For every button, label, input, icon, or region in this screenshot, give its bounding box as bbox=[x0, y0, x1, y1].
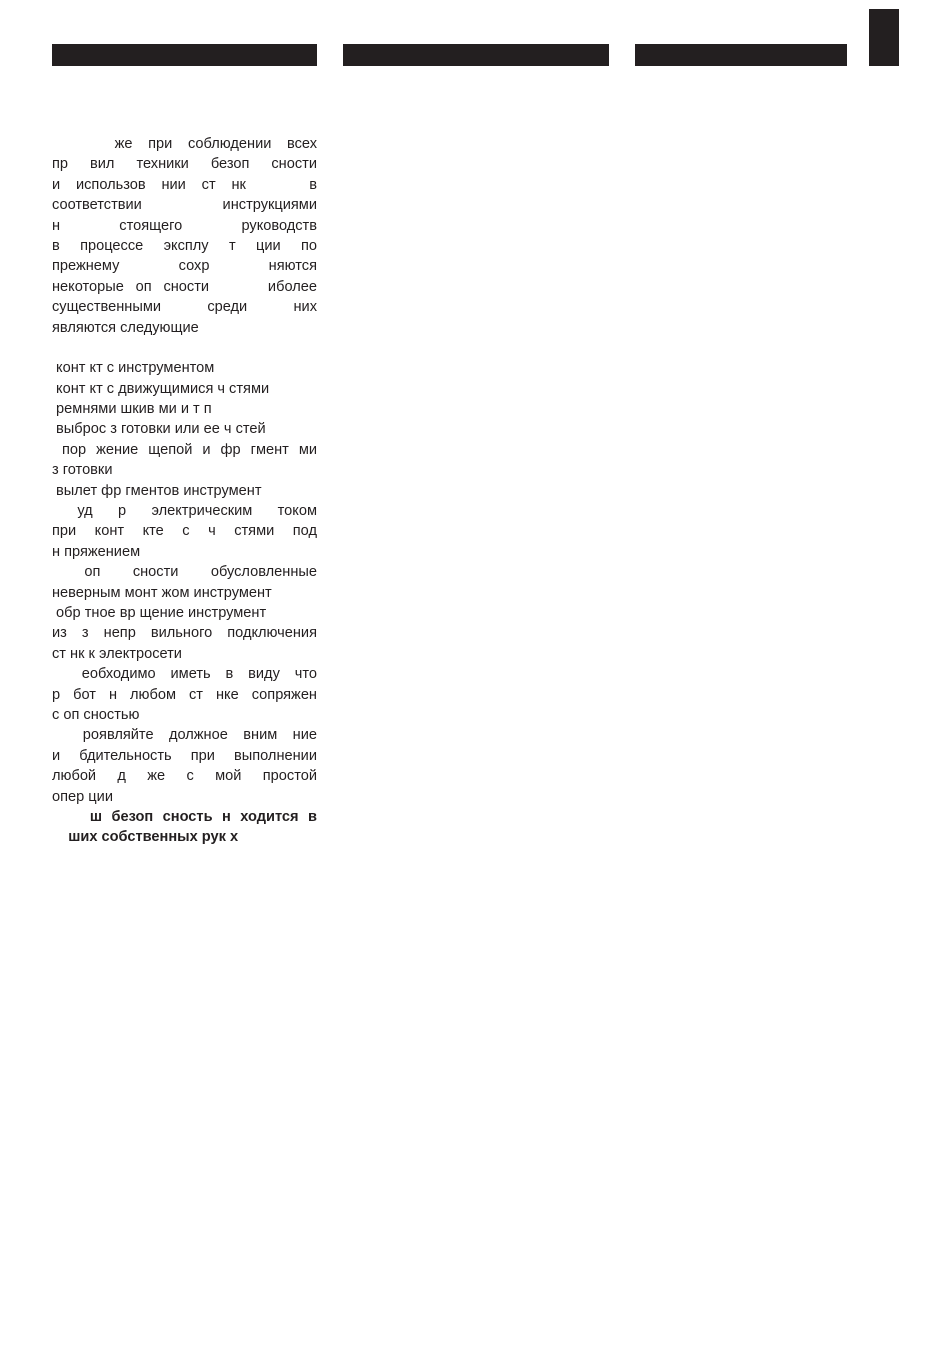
list-item: уд р электрическим током bbox=[52, 503, 317, 520]
intro-paragraph bbox=[52, 134, 317, 338]
list-item: з готовки bbox=[52, 462, 113, 479]
page-tab-marker bbox=[869, 9, 899, 66]
list-item: еобходимо иметь в виду что bbox=[52, 666, 317, 683]
text-line: некоторые оп сности иболее bbox=[52, 278, 317, 295]
list-item: вылет фр гментов инструмент bbox=[52, 482, 262, 499]
list-item: из з непр вильного подключения bbox=[52, 625, 317, 642]
text-line: являются следующие bbox=[52, 319, 199, 336]
text-line: же при соблюдении всех bbox=[52, 136, 317, 152]
list-item: конт кт с движущимися ч стями bbox=[52, 380, 270, 397]
list-item: выброс з готовки или ее ч стей bbox=[52, 421, 266, 438]
list-item: ст нк к электросети bbox=[52, 645, 182, 662]
text-column-left bbox=[52, 134, 317, 848]
list-item: ремнями шкив ми и т п bbox=[52, 401, 212, 418]
header-bar-right bbox=[635, 44, 847, 66]
list-item: н пряжением bbox=[52, 543, 141, 560]
list-item: неверным монт жом инструмент bbox=[52, 584, 272, 601]
list-item: пор жение щепой и фр гмент ми bbox=[52, 441, 317, 458]
list-item: конт кт с инструментом bbox=[52, 360, 215, 377]
list-item: и бдительность при выполнении bbox=[52, 747, 317, 764]
text-line: существенными среди них bbox=[52, 299, 317, 316]
safety-note bbox=[52, 807, 317, 848]
text-line: в процессе эксплу т ции по bbox=[52, 237, 317, 254]
text-line: прежнему сохр няются bbox=[52, 258, 317, 275]
list-item: обр тное вр щение инструмент bbox=[52, 604, 267, 621]
list-item: р бот н любом ст нке сопряжен bbox=[52, 686, 317, 703]
text-line: соответствии инструкциями bbox=[52, 197, 317, 214]
list-item: роявляйте должное вним ние bbox=[52, 727, 317, 744]
list-item: при конт кте с ч стями под bbox=[52, 523, 317, 540]
bold-text-line: ших собственных рук х bbox=[52, 829, 239, 846]
text-line: и использов нии ст нк в bbox=[52, 176, 317, 193]
list-item: с оп сностью bbox=[52, 706, 140, 723]
text-line: пр вил техники безоп сности bbox=[52, 156, 317, 173]
header-bar-middle bbox=[343, 44, 609, 66]
hazard-list bbox=[52, 358, 317, 807]
list-item: оп сности обусловленные bbox=[52, 564, 317, 581]
list-item: любой д же с мой простой bbox=[52, 768, 317, 785]
list-item: опер ции bbox=[52, 788, 113, 805]
bold-text-line: ш безоп сность н ходится в bbox=[52, 808, 317, 825]
header-bar-left bbox=[52, 44, 317, 66]
paragraph-spacer bbox=[52, 338, 317, 358]
text-line: н стоящего руководств bbox=[52, 217, 317, 234]
